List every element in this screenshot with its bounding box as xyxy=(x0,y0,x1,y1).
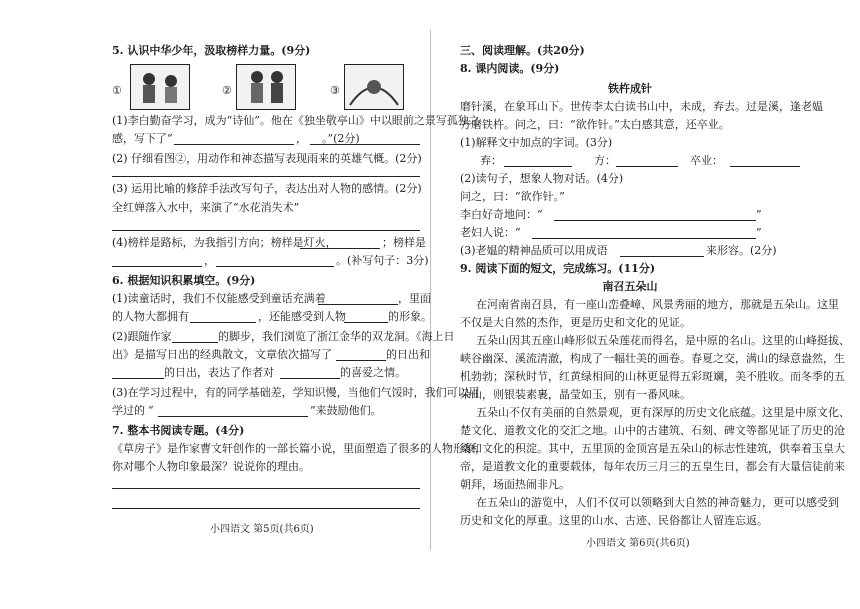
q6-1-c: 的人物大都拥有 xyxy=(112,310,189,323)
q5-title: 5. 认识中华少年，汲取榜样力量。(9分) xyxy=(112,44,311,57)
answer-blank[interactable] xyxy=(318,304,398,305)
q6-2-b: 的脚步，我们浏览了浙江金华的双龙洞。《海上日 xyxy=(218,330,455,343)
q5-1-line-a: (1)李白勤奋学习，成为“诗仙”。他在《独坐敬亭山》中以眼前之景写孤独之 xyxy=(112,114,480,127)
answer-blank[interactable] xyxy=(504,166,572,167)
q6-3-c: “ xyxy=(148,404,154,417)
q8-2-b-end: ” xyxy=(756,208,762,221)
passage-2-line: 在河南省南召县，有一座山峦叠嶂、风景秀丽的地方，那就是五朵山。这里 xyxy=(476,298,839,311)
q6-1-a: (1)读童话时，我们不仅能感受到童话充满着 xyxy=(112,292,326,305)
illustration-1 xyxy=(130,64,190,110)
passage-2-line: 五朵山不仅有美丽的自然景观，更有深厚的历史文化底蕴。这里是中原文化、 xyxy=(476,406,850,419)
answer-blank[interactable] xyxy=(336,360,386,361)
passage-2-line: 帝，是道教文化的重要载体，每年农历三月三的五皇生日，都会有大量信徒前来 xyxy=(460,460,845,473)
q5-3-sentence: 全红婵落入水中，来演了“水花消失术” xyxy=(112,201,300,214)
passage-2-line: 朝拜，场面热闹非凡。 xyxy=(460,478,570,491)
q8-1-item-1: 弃： xyxy=(480,154,502,167)
q8-2-a: 问之，曰：“欲作针。” xyxy=(460,190,565,203)
passage-1-title: 铁杵成针 xyxy=(608,82,652,95)
q5-4-c: ， xyxy=(204,254,215,267)
q8-2-c: 老妇人说：“ xyxy=(460,226,521,239)
passage-2-line: 机勃勃；深秋时节，红黄绿相间的山林更显得五彩斑斓，美不胜收。而冬季的五 xyxy=(460,370,845,383)
q6-3-d: ”来鼓励他们。 xyxy=(310,404,382,417)
answer-blank[interactable] xyxy=(216,266,334,267)
answer-blank[interactable] xyxy=(344,322,388,323)
q5-1-comma: ， xyxy=(296,132,307,145)
answer-blank[interactable] xyxy=(300,248,380,249)
q6-1-e: 的形象。 xyxy=(388,310,432,323)
answer-line[interactable] xyxy=(112,508,420,509)
q5-1-line-b: 感，写下了“ xyxy=(112,132,173,145)
passage-2-line: 五朵山因其五座山峰形似五朵莲花而得名，是中原的名山。这里的山峰挺拔、 xyxy=(476,334,850,347)
q8-3-a: (3)老媪的精神品质可以用成语 xyxy=(460,244,608,257)
pic-label-2: ② xyxy=(222,84,232,97)
q5-4-b: ；榜样是 xyxy=(382,236,426,249)
answer-blank[interactable] xyxy=(174,144,294,145)
q6-2-c: 出》是描写日出的经典散文，文章依次描写了 xyxy=(112,348,332,361)
q5-2: (2) 仔细看图②，用动作和神态描写表现雨来的英雄气概。(2分) xyxy=(112,152,422,165)
passage-1-line-a: 磨针溪，在象耳山下。世传李太白读书山中，未成，弃去。过是溪，逢老媪 xyxy=(460,100,823,113)
answer-blank[interactable] xyxy=(190,322,256,323)
answer-blank[interactable] xyxy=(532,238,756,239)
q6-2-d: 的日出和 xyxy=(386,348,430,361)
illustration-2 xyxy=(236,64,296,110)
answer-blank[interactable] xyxy=(112,266,202,267)
q7-a: 《草房子》是作家曹文轩创作的一部长篇小说，里面塑造了很多的人物形象， xyxy=(112,442,486,455)
answer-blank[interactable] xyxy=(730,166,800,167)
q8-2-b: 李白好奇地问：“ xyxy=(460,208,543,221)
q8-title: 8. 课内阅读。(9分) xyxy=(460,62,560,75)
page-footer-right: 小四语文 第6页(共6页) xyxy=(586,538,690,549)
q7-title: 7. 整本书阅读专题。(4分) xyxy=(112,424,245,437)
q6-3-a: (3)在学习过程中，有的同学基础差，学知识慢，当他们气馁时，我们可以用 xyxy=(112,386,480,399)
passage-2-line: 桑和文化的积淀。其中，五里顶的金顶宫是五朵山的标志性建筑，供奉着玉皇大 xyxy=(460,442,845,455)
q6-2-e: 的日出，表达了作者对 xyxy=(164,366,274,379)
passage-2-title: 南召五朵山 xyxy=(602,280,658,293)
answer-blank[interactable] xyxy=(112,378,164,379)
answer-line[interactable] xyxy=(112,488,420,489)
answer-blank[interactable] xyxy=(620,256,704,257)
q6-1-b: ，里面 xyxy=(398,292,431,305)
q6-2-a: (2)跟随作家 xyxy=(112,330,172,343)
passage-2-line: 在五朵山的游览中，人们不仅可以领略到大自然的神奇魅力，更可以感受到 xyxy=(476,496,839,509)
q8-1: (1)解释文中加点的字词。(3分) xyxy=(460,136,613,149)
right-page xyxy=(430,0,860,609)
page-footer-left: 小四语文 第5页(共6页) xyxy=(210,524,314,535)
passage-2-line: 历史和文化的厚重。这里的山水、古迹、民俗都让人留连忘返。 xyxy=(460,514,768,527)
q5-4-a: (4)榜样是路标，为我指引方向；榜样是灯火， xyxy=(112,236,337,249)
illustration-3 xyxy=(344,64,404,110)
q6-title: 6. 根据知识积累填空。(9分) xyxy=(112,274,256,287)
pic-label-1: ① xyxy=(112,84,122,97)
passage-2-line: 峡谷幽深、溪流清澈，构成了一幅壮美的画卷。春夏之交，满山的绿意盎然，生 xyxy=(460,352,845,365)
q9-title: 9. 阅读下面的短文，完成练习。(11分) xyxy=(460,262,656,275)
answer-blank[interactable] xyxy=(280,378,340,379)
answer-blank[interactable] xyxy=(158,416,308,417)
answer-line[interactable] xyxy=(112,230,420,231)
q8-1-item-3: 卒业： xyxy=(690,154,723,167)
q5-4-d: 。(补写句子：3分) xyxy=(336,254,429,267)
q8-2-c-end: ” xyxy=(756,226,762,239)
q6-2-f: 的喜爱之情。 xyxy=(340,366,406,379)
answer-blank[interactable] xyxy=(616,166,678,167)
passage-2-line: 朵山，则银装素裹，晶莹如玉，别有一番风味。 xyxy=(460,388,691,401)
q8-2: (2)读句子，想象人物对话。(4分) xyxy=(460,172,624,185)
q7-b: 你对哪个人物印象最深？说说你的理由。 xyxy=(112,460,310,473)
answer-blank[interactable] xyxy=(554,220,756,221)
q5-3: (3) 运用比喻的修辞手法改写句子，表达出对人物的感情。(2分) xyxy=(112,182,422,195)
q5-1-end: 。”(2分) xyxy=(322,132,360,145)
passage-2-line: 不仅是大自然的杰作，更是历史和文化的见证。 xyxy=(460,316,691,329)
q8-3-b: 来形容。(2分) xyxy=(706,244,777,257)
passage-1-line-b: 方磨铁杵。问之，曰：“欲作针。”太白感其意，还卒业。 xyxy=(460,118,730,131)
answer-line[interactable] xyxy=(112,176,420,177)
pic-label-3: ③ xyxy=(330,84,340,97)
q6-1-d: ，还能感受到人物 xyxy=(258,310,346,323)
q6-3-b: 学过的 xyxy=(112,404,145,417)
section-3-title: 三、阅读理解。(共20分) xyxy=(460,44,585,57)
q8-1-item-2: 方： xyxy=(594,154,616,167)
answer-blank[interactable] xyxy=(172,342,218,343)
passage-2-line: 楚文化、道教文化的交汇之地。山中的古建筑、石刻、碑文等都见证了历史的沧 xyxy=(460,424,845,437)
